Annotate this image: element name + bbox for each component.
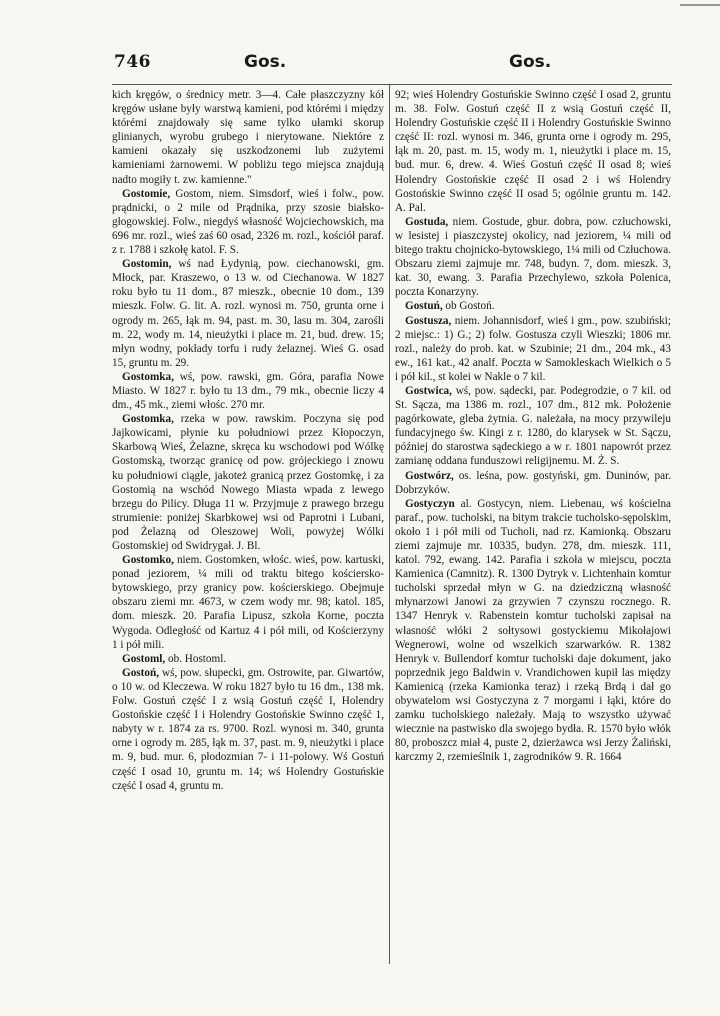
entry-headword: Gostomka, [122, 413, 174, 426]
entry-headword: Gostoń, [122, 666, 159, 679]
entry-headword: Gostyczyn [405, 497, 455, 510]
entry-headword: Gostwórz, [405, 469, 454, 482]
scan-edge-mark [680, 4, 720, 6]
running-head-left: Gos. [244, 52, 287, 72]
dictionary-entry: Gostyczyn al. Gostycyn, niem. Liebenau, wś kościelna paraf., pow. tucholski, na bitym trakcie tucholsko-sępolskim, około 1 i pół mili od Tucholi, nad rz. Kamionką. Obszaru ziemi zajmuje mr. 10335, budyn. 278, dm. mieszk. 111, katol. 792, ewang. 142. Parafia i szkoła w miejscu, poczta Kamienica (Camnitz). R. 1300 Dytryk v. Lichtenhain komtur tucholski sprzedał młyn w G. na dziedziczną własność młynarzowi Janowi za grzywien 7 czynszu rocznego. R. 1347 Henryk v. Rabenstein komtur tucholski zapisał na własność włóki 2 sołtysowi gostyckiemu Mikołajowi Wegnerowi, wolne od wszelkich szarwarków. R. 1382 Henryk v. Bullendorf komtur tucholski daje dokument, jako poprzednik jego Baldwin v. Vrandichowen kupił las między Kamienicą (rzeka Kamionka teraz) i rzeką Brdą i dał go obywatelom wsi Gostyczyna z 7 morgami i łąki, które do zamku tucholskiego należały. Mają to wszystko używać wiecznie na pastwisko dla swojego bydła. R. 1570 było włók 80, proboszcz miał 4, puste 2, dzierżawca wsi Jerzy Żaliński, karczmy 2, rzemieślnik 1, zagrodników 9. R. 1664 [395, 497, 671, 764]
dictionary-entry: Gostwica, wś, pow. sądecki, par. Podegrodzie, o 7 kil. od St. Sącza, ma 1386 m. rozl., 107 dm., 812 mk. Położenie pagórkowate, gleba żytnia. G. należała, na mocy przywileju fundacyjnego św. Kingi z r. 1280, do klarysek w St. Sączu, później do starostwa sądeckiego a w r. 1801 napowrót przez zamianę oddana funduszowi religijnemu. M. Ż. S. [395, 384, 671, 468]
dictionary-entry: Gostwórz, os. leśna, pow. gostyński, gm. Duninów, par. Dobrzyków. [395, 469, 672, 496]
dictionary-entry: Gostusza, niem. Johannisdorf, wieś i gm., pow. szubiński; 2 miejsc.: 1) G.; 2) folw. Gostusza czyli Wieszki; 1806 mr. rozl., należy do prob. kat. w Szubinie; 21 dm., 204 mk., 43 ew., 161 kat., 42 analf. Poczta w Samokleskach Wielkich o 5 i pół kil., st kolei w Nakle o 7 kil. [395, 314, 671, 383]
dictionary-entry: Gostomko, niem. Gostomken, włośc. wieś, pow. kartuski, ponad jeziorem, ¼ mili od traktu bitego kościersko-bytowskiego, przy granicy pow. kościerskiego. Obejmuje obszaru ziemi mr. 4673, w czem wody mr. 98; katol. 185, dom. mieszk. 20. Parafia Lipusz, szkoła Korne, poczta Wygoda. Odległość od Kartuz 4 i pół mili, od Kościerzyny 1 i pół mili. [112, 554, 384, 651]
entry-headword: Gostuda, [405, 215, 449, 228]
dictionary-entry: Gostomin, wś nad Łydynią, pow. ciechanowski, gm. Młock, par. Kraszewo, o 13 w. od Ciechanowa. W 1827 roku było tu 11 dom., 87 mieszk., obecnie 10 dom., 139 mieszk. Folw. G. lit. A. rozl. wynosi m. 750, grunta orne i ogrody m. 265, łąk m. 94, past. m. 30, lasu m. 304, zarośli m. 22, wody m. 14, nieużytki i place m. 21, bud. drew. 15; młyn wodny, pokłady torfu i rudy żelaznej. Wieś G. osad 15, gruntu m. 29. [112, 258, 384, 369]
entry-headword: Gostomka, [122, 370, 174, 383]
entry-continuation: kich kręgów, o średnicy metr. 3—4. Całe płaszczyzny kół kręgów usłane były warstwą kamieni, pod którémi i między którémi znajdowały się same tylko ułamki skorup glinianych, wyrobu grubego i nierytowane. Niektóre z kamieni okazały się uszkodzonemi lub zużytemi kamieniami żarnowemi. W pobliżu tego miejsca znajdują nadto mogiły t. zw. kamienne." [112, 89, 384, 186]
entry-headword: Gostwica, [405, 384, 452, 397]
page-header [0, 52, 720, 76]
dictionary-entry: Gostoń, wś, pow. słupecki, gm. Ostrowite, par. Giwartów, o 10 w. od Kleczewa. W roku 1827 było tu 16 dm., 138 mk. Folw. Gostuń część I z wsią Gostuń część I, Holendry Gostońskie część I i Holendry Gostońskie Swinno część 1, nabyty w r. 1874 za rs. 9700. Rozl. wynosi m. 340, grunta orne i ogrody m. 285, łąk m. 37, past. m. 9, nieużytki i place m. 9, bud. mur. 6, płodozmian 7- i 11-polowy. Wś Gostuń część I osad 10, gruntu m. 14; wś Holendry Gostuńskie część I osad 4, gruntu m. [112, 666, 384, 792]
running-head-right: Gos. [509, 52, 552, 72]
page-number: 746 [114, 52, 151, 72]
entry-headword: Gostusza, [405, 314, 452, 327]
dictionary-entry: Gostuń, ob Gostoń. [405, 300, 495, 313]
entry-continuation: 92; wieś Holendry Gostuńskie Swinno część I osad 2, gruntu m. 38. Folw. Gostuń część II z wsią Gostuń część II, Holendry Gostuńskie część II i Holendry Gostuńskie Swinno część II: rozl. wynosi m. 346, grunta orne i ogrody m. 295, łąk m. 20, past. m. 15, wody m. 1, nieużytki i place m. 15, bud. mur. 6, drew. 4. Wieś Gostuń część II osad 8; wieś Holendry Gostońskie część II osad 2 i wś Holendry Gostońskie Swinno część II osad 5; ogólnie gruntu m. 142. A. Pal. [395, 89, 671, 214]
dictionary-entry: Gostomka, wś, pow. rawski, gm. Góra, parafia Nowe Miasto. W 1827 r. było tu 13 dm., 79 mk., obecnie liczy 4 dm., 45 mk., ziemi włośc. 270 mr. [112, 370, 384, 412]
column-divider [389, 84, 390, 964]
entry-headword: Gostomie, [122, 187, 171, 200]
dictionary-entry: Gostomie, Gostom, niem. Simsdorf, wieś i folw., pow. prądnicki, o 2 mile od Prądnika, przy szosie białsko-głogowskiej. Folw., niegdyś własność Wojciechowskich, ma 696 mr. rozl., wieś zaś 60 osad, 2326 m. rozl., kościół paraf. z r. 1788 i szkołę katol. F. S. [112, 187, 384, 257]
entry-headword: Gostuń, [405, 300, 443, 313]
right-column [395, 88, 671, 765]
entry-headword: Gostomin, [122, 258, 172, 271]
entry-headword: Gostomko, [122, 554, 174, 567]
left-column [112, 88, 384, 793]
header-rule [112, 84, 672, 85]
entry-headword: Gostoml, [122, 652, 166, 665]
dictionary-entry: Gostomka, rzeka w pow. rawskim. Poczyna się pod Jajkowicami, płynie ku południowi przez Kłopoczyn, Skarbową Wieś, Żelazne, skręca ku wschodowi pod Wólkę Gostomską, tworząc granicę od pow. grójeckiego i znowu ku południowi ciągle, jakoteż granicą przez Gostomkę, i za Gostomią na wschód Nowego Miasta wpada z lewego brzegu do Pilicy. Długa 11 w. Przyjmuje z prawego brzegu strumienie: poniżej Skarbkowej wsi od Paprotni i Lubani, pod Żelazną od Oleszowej Woli, powyżej Wólki Gostomskiej od Swidrygał. J. Bl. [112, 413, 384, 552]
dictionary-entry: Gostuda, niem. Gostude, gbur. dobra, pow. człuchowski, w lesistej i piaszczystej okolicy, nad jeziorem, ¼ mili od bitego traktu chojnicko-bytowskiego, 1¼ mili od Człuchowa. Obszaru ziemi zajmuje mr. 748, budyn. 7, dom. mieszk. 3, kat. 30, ewang. 3. Parafia Przechylewo, szkoła Polenica, poczta Konarzyny. [395, 215, 671, 299]
dictionary-entry: Gostoml, ob. Hostoml. [122, 652, 227, 665]
